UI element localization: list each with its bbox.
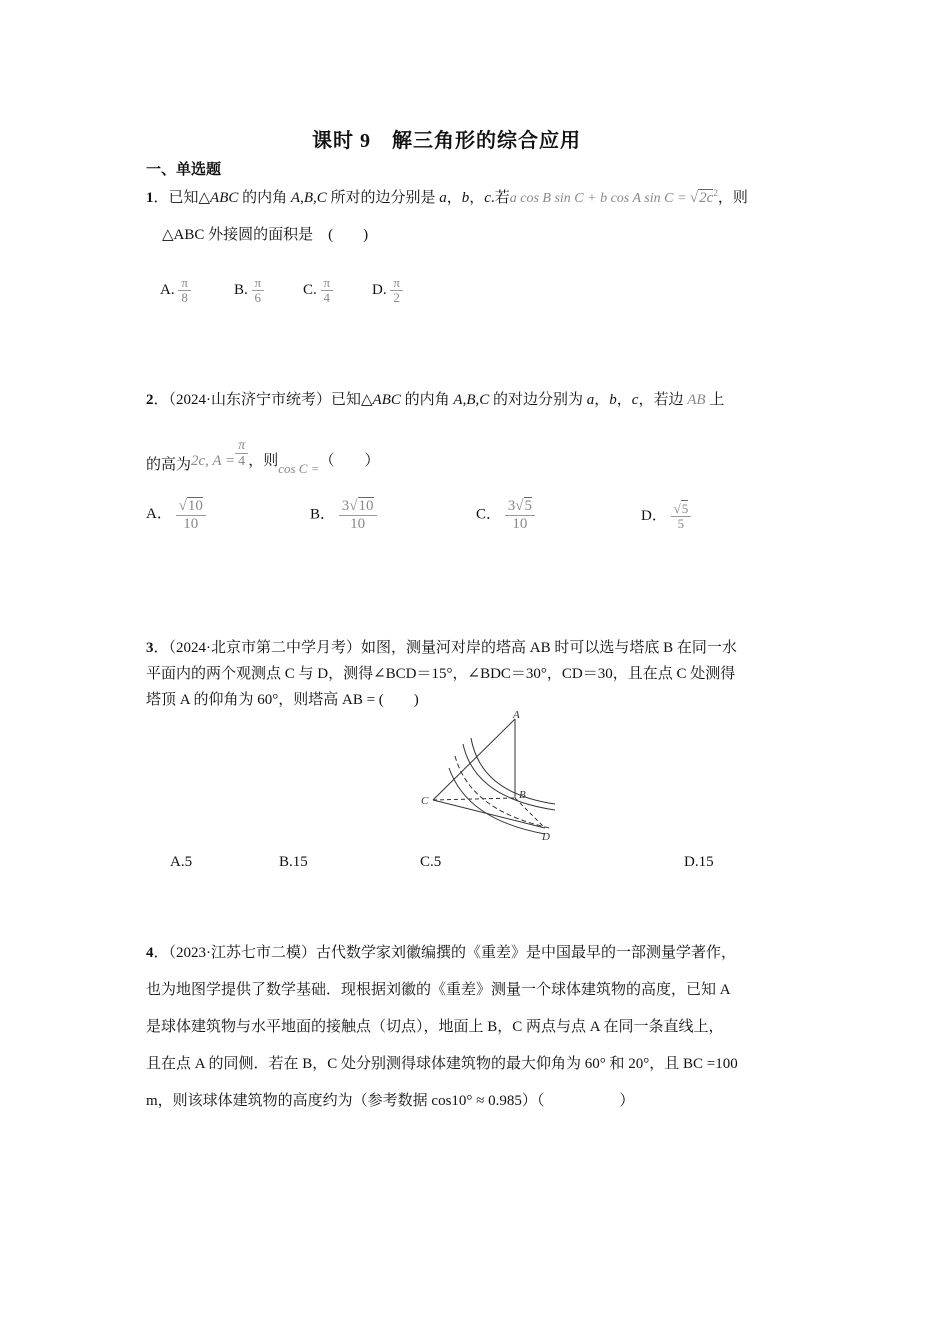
question-4-line-4: 且在点 A 的同侧．若在 B，C 处分别测得球体建筑物的最大仰角为 60° 和 20°，且 BC =100 bbox=[146, 1056, 738, 1072]
q1-text: ．已知△ bbox=[153, 190, 211, 206]
option-fraction: $\frac{3√5}{10}$ bbox=[505, 498, 535, 532]
question-number: 1 bbox=[146, 190, 154, 206]
question-4-line-3: 是球体建筑物与水平地面的接触点（切点），地面上 B，C 两点与点 A 在同一条直线上， bbox=[146, 1019, 724, 1035]
q1-option-c[interactable] bbox=[303, 276, 333, 306]
q3-figure bbox=[415, 706, 560, 846]
q2-text: 的对边分别为 bbox=[489, 392, 587, 408]
q1-option-a[interactable] bbox=[160, 276, 191, 306]
question-3-line-3: 塔顶 A 的仰角为 60°，则塔高 AB = ( ) bbox=[146, 692, 419, 708]
question-1-line-2: △ABC 外接圆的面积是 ( ) bbox=[162, 227, 369, 243]
segment-ca bbox=[433, 719, 515, 800]
option-label: A． bbox=[146, 506, 172, 523]
question-2-line-1: 2．（2024·山东济宁市统考）已知△ABC 的内角 A,B,C 的对边分别为 a，b，c，若边 AB 上 bbox=[146, 392, 725, 408]
segment-cb bbox=[433, 798, 515, 800]
q2-option-a[interactable] bbox=[146, 498, 206, 532]
question-2-line-2 bbox=[146, 438, 380, 477]
q2-option-d[interactable] bbox=[641, 502, 691, 532]
segment-bd bbox=[515, 798, 545, 828]
q3-source: ．（2024·北京市第二中学月考） bbox=[153, 640, 361, 656]
q2-cos-c: cos C = bbox=[278, 461, 320, 477]
q1-side-c: c bbox=[484, 190, 491, 206]
label-b: B bbox=[519, 789, 526, 801]
exponent: 2 bbox=[713, 188, 718, 198]
label-c: C bbox=[421, 795, 429, 807]
q2-edge-ab: AB bbox=[687, 392, 706, 408]
q2-text: ，则 bbox=[248, 453, 279, 470]
q3-option-c[interactable]: C.5 bbox=[420, 854, 442, 870]
q3-option-b[interactable]: B.15 bbox=[279, 854, 308, 870]
label-a: A bbox=[513, 709, 520, 721]
question-3-line-1 bbox=[146, 636, 737, 657]
question-1-line-1: 1．已知△ABC 的内角 A,B,C 所对的边分别是 a，b，c.若a cos B sin C + b cos A $\sin C = √2c^2$，则 bbox=[146, 188, 748, 206]
q2-angle-fraction: $\frac{\pi}{4}$ bbox=[235, 438, 248, 470]
q1-option-d[interactable] bbox=[372, 276, 403, 306]
q1-formula: a cos B sin C + b cos A sin C = bbox=[509, 191, 690, 206]
option-fraction: $\frac{√5}{5}$ bbox=[671, 502, 692, 532]
question-number: 3 bbox=[146, 640, 154, 656]
q2-text: （ ） bbox=[319, 453, 380, 470]
option-fraction: $\frac{3√10}{10}$ bbox=[339, 498, 377, 532]
option-label: C. bbox=[303, 282, 317, 299]
q2-angles: A,B,C bbox=[453, 392, 490, 408]
option-label: B． bbox=[310, 506, 336, 523]
q2-triangle: ABC bbox=[372, 392, 401, 408]
option-fraction: $\frac{\pi}{6}$ bbox=[252, 276, 265, 306]
q1-triangle: ABC bbox=[210, 190, 239, 206]
q1-text: 的内角 bbox=[238, 190, 291, 206]
q1-option-b[interactable] bbox=[234, 276, 264, 306]
q3-text: 如图，测量河对岸的塔高 AB 时可以选与塔底 B 在同一水 bbox=[361, 640, 737, 656]
question-4-line-1 bbox=[146, 941, 736, 962]
q2-side-c: c bbox=[631, 392, 639, 408]
label-d: D bbox=[542, 831, 550, 843]
q1-text: ，则 bbox=[717, 190, 748, 206]
section-heading: 一、单选题 bbox=[146, 162, 222, 178]
option-fraction: $\frac{\pi}{8}$ bbox=[178, 276, 191, 306]
sqrt-symbol: √ bbox=[689, 190, 699, 206]
q1-text: 所对的边分别是 bbox=[326, 190, 440, 206]
page-title: 课时 9 解三角形的综合应用 bbox=[312, 130, 581, 152]
question-number: 2 bbox=[146, 392, 154, 408]
option-label: B. bbox=[234, 282, 248, 299]
q2-text: 的高为 bbox=[146, 457, 192, 474]
q1-formula-rhs: 2c bbox=[699, 190, 714, 206]
river-bank-inner bbox=[471, 738, 555, 804]
river-bank-outer bbox=[463, 744, 555, 810]
q1-side-a: a bbox=[439, 190, 447, 206]
q2-text: 的内角 bbox=[400, 392, 454, 408]
q1-side-b: b bbox=[461, 190, 470, 206]
q3-option-a[interactable]: A.5 bbox=[170, 854, 193, 870]
question-number: 4 bbox=[146, 945, 154, 961]
q1-text: .若 bbox=[490, 190, 510, 206]
question-4-line-5: m，则该球体建筑物的高度约为（参考数据 cos10° ≈ 0.985）（ ） bbox=[146, 1093, 635, 1109]
q4-source: ．（2023·江苏七市二模） bbox=[153, 945, 316, 961]
option-label: D. bbox=[372, 282, 387, 299]
option-label: C． bbox=[476, 506, 502, 523]
option-fraction: $\frac{\pi}{2}$ bbox=[390, 276, 403, 306]
q1-angles: A,B,C bbox=[290, 190, 327, 206]
q2-option-b[interactable] bbox=[310, 498, 377, 532]
q2-source: ．（2024·山东济宁市统考） bbox=[153, 392, 331, 408]
q2-side-a: a bbox=[586, 392, 595, 408]
q2-text: ，若边 bbox=[638, 392, 688, 408]
q2-side-b: b bbox=[609, 392, 617, 408]
q2-text: 已知△ bbox=[331, 392, 373, 408]
option-label: D． bbox=[641, 508, 667, 525]
q2-height-expr: 2c, A = bbox=[191, 453, 236, 470]
q2-option-c[interactable] bbox=[476, 498, 535, 532]
question-3-line-2: 平面内的两个观测点 C 与 D，测得∠BCD＝15°，∠BDC＝30°，CD＝30，且在点 C 处测得 bbox=[146, 666, 736, 682]
q4-text: 古代数学家刘徽编撰的《重差》是中国最早的一部测量学著作， bbox=[316, 945, 737, 961]
option-label: A. bbox=[160, 282, 175, 299]
q3-option-d[interactable]: D.15 bbox=[684, 854, 714, 870]
option-fraction: $\frac{\pi}{4}$ bbox=[321, 276, 334, 306]
option-fraction: $\frac{√10}{10}$ bbox=[176, 498, 206, 532]
q2-text: 上 bbox=[705, 392, 725, 408]
question-4-line-2: 也为地图学提供了数学基础．现根据刘徽的《重差》测量一个球体建筑物的高度，已知 A bbox=[146, 982, 731, 998]
